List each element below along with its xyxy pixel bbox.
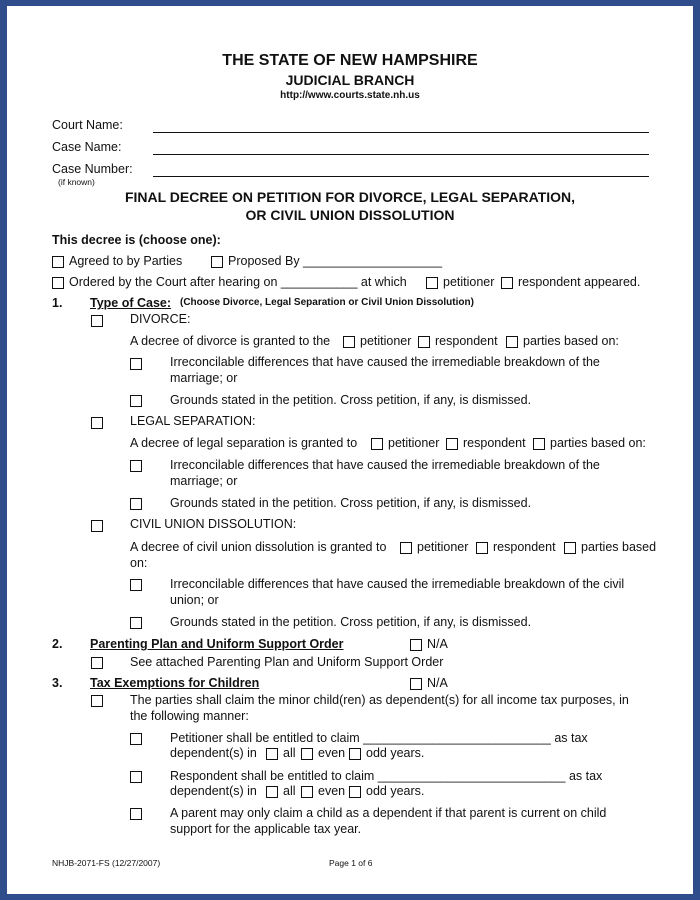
divorce-checkbox[interactable] [91,315,103,327]
civil-parties-label: parties based [581,540,657,554]
divorce-irreconcilable-text2: marriage; or [170,371,238,385]
ordered-label: Ordered by the Court after hearing on ___________ at which [69,275,407,289]
petitioner-even-label: even [318,746,346,760]
legal-respondent-label: respondent [463,436,526,450]
parent-current-text: A parent may only claim a child as a dependent if that parent is current on child [170,806,607,820]
hearing-petitioner-checkbox[interactable] [426,277,438,289]
divorce-parties-checkbox[interactable] [506,336,518,348]
section2-number: 2. [52,637,63,651]
case-number-label: Case Number: [52,162,133,176]
agreed-checkbox[interactable] [52,256,64,268]
divorce-grounds-text: Grounds stated in the petition. Cross petition, if any, is dismissed. [170,393,532,407]
divorce-parties-label: parties based on: [523,334,619,348]
state-title: THE STATE OF NEW HAMPSHIRE [222,52,478,69]
respondent-claim-checkbox[interactable] [130,771,142,783]
civil-respondent-label: respondent [493,540,556,554]
tax-parties-checkbox[interactable] [91,695,103,707]
case-name-line[interactable] [153,154,649,155]
section2-na-label: N/A [427,637,448,651]
legal-parties-label: parties based on: [550,436,646,450]
civil-grounds-checkbox[interactable] [130,617,142,629]
choose-heading: This decree is (choose one): [52,233,221,247]
civil-union-label: CIVIL UNION DISSOLUTION: [130,517,297,531]
petitioner-all-label: all [283,746,296,760]
divorce-respondent-label: respondent [435,334,498,348]
respondent-claim-text: Respondent shall be entitled to claim ___________________________ as tax [170,769,603,783]
section3-na-label: N/A [427,676,448,690]
section1-heading: Type of Case: [90,296,172,310]
respondent-even-label: even [318,784,346,798]
hearing-respondent-label: respondent appeared. [518,275,641,289]
legal-irreconcilable-checkbox[interactable] [130,460,142,472]
civil-parties-checkbox[interactable] [564,542,576,554]
respondent-all-checkbox[interactable] [266,786,278,798]
divorce-irreconcilable-checkbox[interactable] [130,358,142,370]
decree-title-line1: FINAL DECREE ON PETITION FOR DIVORCE, LEGAL SEPARATION, [124,189,576,205]
legal-irreconcilable-text: Irreconcilable differences that have caused the irremediable breakdown of the [170,458,600,472]
page-number: Page 1 of 6 [329,858,373,868]
proposed-checkbox[interactable] [211,256,223,268]
petitioner-dependent-label: dependent(s) in [170,746,257,760]
respondent-dependent-label: dependent(s) in [170,784,257,798]
tax-parties-text: The parties shall claim the minor child(ren) as dependent(s) for all income tax purposes, in [130,693,629,707]
divorce-irreconcilable-text: Irreconcilable differences that have caused the irremediable breakdown of the [170,355,600,369]
section2-heading: Parenting Plan and Uniform Support Order [90,637,344,651]
civil-granted-text: A decree of civil union dissolution is granted to [130,540,387,554]
case-number-line[interactable] [153,176,649,177]
legal-respondent-checkbox[interactable] [446,438,458,450]
agreed-label: Agreed to by Parties [69,254,183,268]
respondent-all-label: all [283,784,296,798]
civil-irreconcilable-text: Irreconcilable differences that have caused the irremediable breakdown of the civil [170,577,625,591]
petitioner-even-checkbox[interactable] [301,748,313,760]
section3-na-checkbox[interactable] [410,678,422,690]
divorce-petitioner-checkbox[interactable] [343,336,355,348]
civil-irreconcilable-checkbox[interactable] [130,579,142,591]
ordered-checkbox[interactable] [52,277,64,289]
parent-current-text2: support for the applicable tax year. [170,822,362,836]
parenting-plan-text: See attached Parenting Plan and Uniform Support Order [130,655,444,669]
legal-petitioner-checkbox[interactable] [371,438,383,450]
civil-petitioner-checkbox[interactable] [400,542,412,554]
civil-union-checkbox[interactable] [91,520,103,532]
tax-parties-text2: the following manner: [130,709,249,723]
divorce-label: DIVORCE: [130,312,191,326]
legal-petitioner-label: petitioner [388,436,440,450]
parent-current-checkbox[interactable] [130,808,142,820]
respondent-even-checkbox[interactable] [301,786,313,798]
legal-grounds-checkbox[interactable] [130,498,142,510]
section3-number: 3. [52,676,63,690]
legal-irreconcilable-text2: marriage; or [170,474,238,488]
petitioner-all-checkbox[interactable] [266,748,278,760]
civil-respondent-checkbox[interactable] [476,542,488,554]
legal-separation-label: LEGAL SEPARATION: [130,414,256,428]
legal-grounds-text: Grounds stated in the petition. Cross petition, if any, is dismissed. [170,496,532,510]
divorce-grounds-checkbox[interactable] [130,395,142,407]
section1-note: (Choose Divorce, Legal Separation or Civil Union Dissolution) [180,297,474,308]
branch-title: JUDICIAL BRANCH [285,72,415,88]
legal-granted-text: A decree of legal separation is granted to [130,436,358,450]
petitioner-claim-checkbox[interactable] [130,733,142,745]
hearing-respondent-checkbox[interactable] [501,277,513,289]
respondent-odd-checkbox[interactable] [349,786,361,798]
proposed-label: Proposed By ____________________ [228,254,443,268]
section2-na-checkbox[interactable] [410,639,422,651]
civil-grounds-text: Grounds stated in the petition. Cross petition, if any, is dismissed. [170,615,532,629]
parenting-plan-checkbox[interactable] [91,657,103,669]
petitioner-odd-label: odd years. [366,746,425,760]
court-name-label: Court Name: [52,118,123,132]
decree-title-line2: OR CIVIL UNION DISSOLUTION [245,207,455,223]
civil-irreconcilable-text2: union; or [170,593,219,607]
hearing-petitioner-label: petitioner [443,275,495,289]
civil-parties-label-on: on: [130,556,148,570]
divorce-petitioner-label: petitioner [360,334,412,348]
petitioner-claim-text: Petitioner shall be entitled to claim ___________________________ as tax [170,731,588,745]
legal-separation-checkbox[interactable] [91,417,103,429]
document-page [7,6,693,894]
legal-parties-checkbox[interactable] [533,438,545,450]
if-known-note: (if known) [58,177,95,187]
divorce-granted-text: A decree of divorce is granted to the [130,334,331,348]
section1-number: 1. [52,296,63,310]
court-url: http://www.courts.state.nh.us [280,90,420,101]
civil-petitioner-label: petitioner [417,540,469,554]
section3-heading: Tax Exemptions for Children [90,676,260,690]
petitioner-odd-checkbox[interactable] [349,748,361,760]
form-number: NHJB-2071-FS (12/27/2007) [52,858,161,868]
case-name-label: Case Name: [52,140,122,154]
divorce-respondent-checkbox[interactable] [418,336,430,348]
court-name-line[interactable] [153,132,649,133]
respondent-odd-label: odd years. [366,784,425,798]
